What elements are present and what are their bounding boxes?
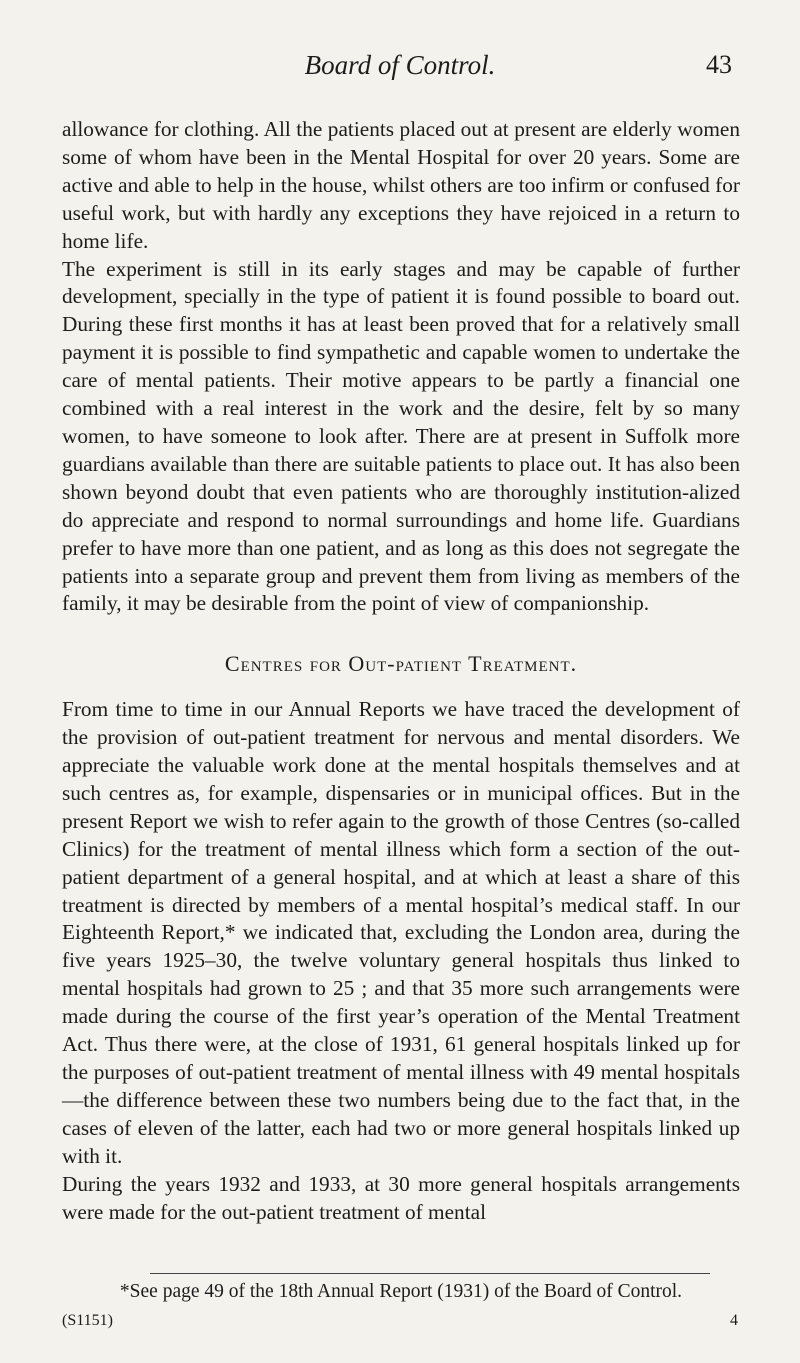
page-number: 43 [706, 50, 732, 79]
signature-mark: 4 [730, 1312, 738, 1329]
print-code: (S1151) [62, 1312, 113, 1329]
running-title: Board of Control. [304, 50, 496, 80]
body-text [62, 116, 740, 1226]
footnote: *See page 49 of the 18th Annual Report (1931) of the Board of Control. [119, 1281, 683, 1302]
section-heading: Centres for Out-patient Treatment. [224, 651, 578, 677]
footnote-rule [150, 1273, 710, 1274]
paragraph: The experiment is still in its early stages and may be capable of further development, specially in the type of patient it is found possible to board out. During these first months it has at least been proved that for a relatively small payment it is possible to find sympathetic and capable women to undertake the care of mental patients. Their motive appears to be partly a financial one combined with a real interest in the work and the desire, felt by so many women, to have someone to look after. There are at present in Suffolk more guardians available than there are suitable patients to place out. It has also been shown beyond doubt that even patients who are thoroughly institution-alized do appreciate and respond to normal surroundings and home life. Guardians prefer to have more than one patient, and as long as this does not segregate the patients into a separate group and prevent them from living as members of the family, it may be desirable from the point of view of companionship. [62, 256, 740, 616]
paragraph: From time to time in our Annual Reports we have traced the development of the provision of out-patient treatment for nervous and mental disorders. We appreciate the valuable work done at the mental hospitals themselves and at such centres as, for example, dispensaries or in municipal offices. But in the present Report we wish to refer again to the growth of those Centres (so-called Clinics) for the treatment of mental illness which form a section of the out-patient department of a general hospital, and at which at least a share of this treatment is directed by members of a mental hospital’s medical staff. In our Eighteenth Report,* we indicated that, excluding the London area, during the five years 1925–30, the twelve voluntary general hospitals thus linked to mental hospitals had grown to 25 ; and that 35 more such arrangements were made during the course of the first year’s operation of the Mental Treatment Act. Thus there were, at the close of 1931, 61 general hospitals linked up for the purposes of out-patient treatment of mental illness with 49 mental hospitals—the difference between these two numbers being due to the fact that, in the cases of eleven of the latter, each had two or more general hospitals linked up with it. [62, 697, 740, 1168]
paragraph: During the years 1932 and 1933, at 30 more general hospitals arrangements were made for the out-patient treatment of mental [62, 1171, 740, 1224]
page-header [60, 50, 740, 90]
paragraph: allowance for clothing. All the patients placed out at present are elderly women some of whom have been in the Mental Hospital for over 20 years. Some are active and able to help in the house, whilst others are too infirm or confused for useful work, but with hardly any exceptions they have rejoiced in a return to home life. [62, 117, 740, 253]
